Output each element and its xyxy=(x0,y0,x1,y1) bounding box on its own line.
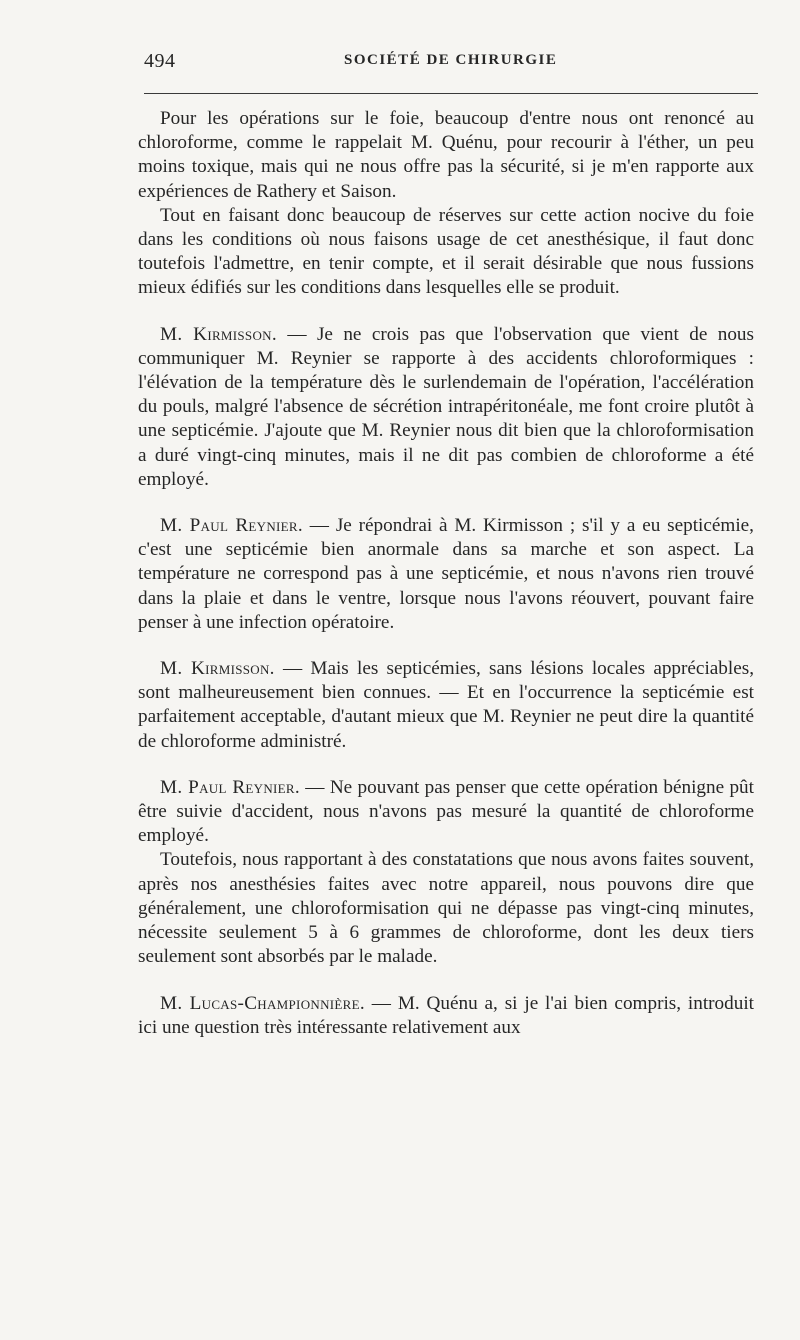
paragraph-reserves: Tout en faisant donc beaucoup de réserves sur cette action nocive du foie dans les conditions où nous faisons usage de cet anesthésique, il faut donc toutefois l'admettre, en tenir compte, et il serait désirable que nous fussions mieux édifiés sur les conditions dans lesquelles elle se produit. xyxy=(138,204,754,299)
speech-reynier-1 xyxy=(138,514,754,635)
speech-kirmisson-1 xyxy=(138,323,754,492)
speech-lucas-championniere xyxy=(138,992,754,1040)
spacer xyxy=(138,301,754,323)
spacer xyxy=(138,635,754,657)
header-rule xyxy=(144,93,758,94)
speaker-name: M. Paul Reynier. xyxy=(160,515,303,537)
speech-kirmisson-2 xyxy=(138,657,754,754)
paragraph-foie: Pour les opérations sur le foie, beaucoup d'entre nous ont renoncé au chloroforme, comme le rappelait M. Quénu, pour recourir à l'éther, un peu moins toxique, mais qui ne nous offre pas la sécurité, si je m'en rapporte aux expériences de Rathery et Saison. xyxy=(138,108,754,202)
spacer xyxy=(138,754,754,776)
speaker-name: M. Kirmisson. xyxy=(160,323,277,345)
running-head: SOCIÉTÉ DE CHIRURGIE xyxy=(344,52,558,68)
speech-reynier-2 xyxy=(138,776,754,849)
page-number: 494 xyxy=(144,50,176,72)
speaker-name: M. Paul Reynier. xyxy=(160,776,300,798)
speech-text: — M. Quénu a, si je l'ai bien compris, introduit ici une question très intéressante relativement aux xyxy=(138,992,754,1038)
speech-text: — Ne pouvant pas penser que cette opération bénigne pût être suivie d'accident, nous n'avons pas mesuré la quantité de chloroforme employé. xyxy=(138,776,754,847)
speaker-name: M. Kirmisson. xyxy=(160,658,275,680)
spacer xyxy=(138,492,754,514)
speech-text: — Je ne crois pas que l'observation que vient de nous communiquer M. Reynier se rapporte à des accidents chloroformiques : l'élévation de la température dès le surlendemain de l'opération, l'accélération du pouls, malgré l'absence de sécrétion intrapéritonéale, me font croire plutôt à une septicémie. J'ajoute que M. Reynier nous dit bien que la chloroformisation a duré vingt-cinq minutes, mais il ne dit pas combien de chloroforme a été employé. xyxy=(138,323,754,490)
page-header xyxy=(144,50,758,78)
paragraph-toutefois: Toutefois, nous rapportant à des constatations que nous avons faites souvent, après nos anesthésies faites avec notre appareil, nous pouvons dire que généralement, une chloroformisation qui ne dépasse pas vingt-cinq minutes, nécessite seulement 5 à 6 grammes de chloroforme, dont les deux tiers seulement sont absorbés par le malade. xyxy=(138,849,754,968)
spacer xyxy=(138,970,754,992)
page-body xyxy=(138,107,754,1040)
speech-text: — Mais les septicémies, sans lésions locales appréciables, sont malheureusement bien connues. — Et en l'occurrence la septicémie est parfaitement acceptable, d'autant mieux que M. Reynier ne peut dire la quantité de chloroforme administré. xyxy=(138,658,754,752)
speech-text: — Je répondrai à M. Kirmisson ; s'il y a eu septicémie, c'est une septicémie bien anormale dans sa marche et son aspect. La température ne correspond pas à une septicémie, et nous n'avons rien trouvé dans la plaie et dans le ventre, lorsque nous l'avons réouvert, pouvant faire penser à une infection opératoire. xyxy=(138,515,754,633)
speaker-name: M. Lucas-Championnière. xyxy=(160,992,365,1014)
